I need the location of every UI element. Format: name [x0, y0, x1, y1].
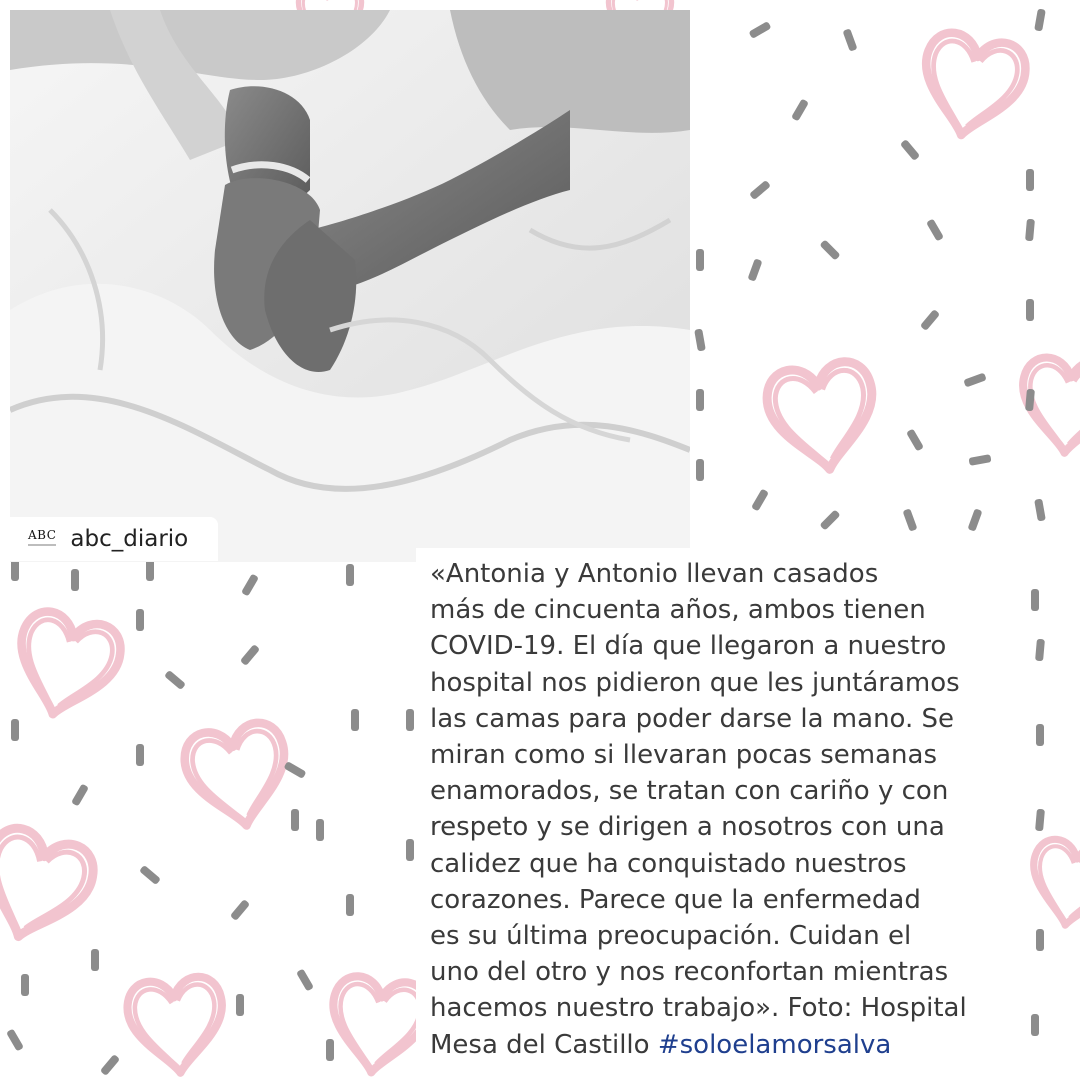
hashtag-link[interactable]: #soloelamorsalva [657, 1029, 892, 1060]
dash-icon [146, 559, 154, 581]
dash-icon [236, 994, 244, 1016]
caption-box [416, 548, 1030, 1080]
dash-icon [406, 709, 414, 731]
dash-icon [21, 974, 29, 996]
dash-icon [749, 180, 771, 200]
dash-icon [791, 98, 809, 121]
caption-line: miran como si llevaran pocas semanas [430, 740, 937, 771]
dash-icon [230, 899, 250, 921]
dash-icon [291, 809, 299, 831]
dash-icon [11, 559, 19, 581]
dash-icon [819, 509, 840, 530]
dash-icon [1031, 1014, 1039, 1036]
dash-icon [906, 428, 924, 451]
dash-icon [1036, 929, 1044, 951]
caption-line: las camas para poder darse la mano. Se [430, 703, 955, 734]
dash-icon [696, 249, 704, 271]
dash-icon [748, 21, 771, 39]
caption-line: hospital nos pidieron que les juntáramos [430, 667, 960, 698]
dash-icon [326, 1039, 334, 1061]
dash-icon [136, 744, 144, 766]
dash-icon [747, 258, 762, 281]
dash-icon [1034, 8, 1046, 31]
dash-icon [902, 508, 917, 531]
dash-icon [11, 719, 19, 741]
dash-icon [968, 454, 991, 466]
dash-icon [241, 573, 259, 596]
dash-icon [1035, 809, 1045, 832]
dash-icon [1026, 169, 1034, 191]
dash-icon [1036, 724, 1044, 746]
caption-line: es su última preocupación. Cuidan el [430, 921, 912, 952]
heart-icon [0, 821, 101, 953]
dash-icon [346, 564, 354, 586]
caption-line: corazones. Parece que la enfermedad [430, 884, 921, 915]
caption-line: respeto y se dirigen a nosotros con una [430, 812, 945, 843]
photo-holding-hands [10, 10, 690, 562]
caption-line: calidez que ha conquistado nuestros [430, 848, 907, 879]
dash-icon [316, 819, 324, 841]
dash-icon [351, 709, 359, 731]
caption-line: enamorados, se tratan con cariño y con [430, 776, 949, 807]
dash-icon [1031, 589, 1039, 611]
caption-location: Mesa del Castillo [430, 1029, 658, 1060]
caption-line: «Antonia y Antonio llevan casados [430, 559, 879, 589]
dash-icon [6, 1028, 24, 1051]
dash-icon [1025, 219, 1035, 242]
dash-icon [100, 1054, 120, 1076]
caption-line: uno del otro y nos reconfortan mientras [430, 957, 949, 988]
dash-icon [91, 949, 99, 971]
caption-line-last [430, 1027, 1020, 1063]
dash-icon [900, 139, 920, 161]
dash-icon [696, 459, 704, 481]
heart-icon [763, 358, 882, 476]
dash-icon [283, 761, 306, 779]
dash-icon [1026, 299, 1034, 321]
dash-icon [967, 508, 982, 531]
dash-icon [1034, 498, 1046, 521]
heart-icon [180, 719, 296, 834]
dash-icon [963, 372, 986, 387]
dash-icon [694, 328, 706, 351]
dash-icon [139, 865, 161, 885]
caption-text [430, 556, 1020, 1063]
dash-icon [164, 670, 186, 690]
heart-icon [912, 27, 1030, 145]
dash-icon [71, 569, 79, 591]
abc-logo: ABC [28, 528, 57, 542]
dash-icon [696, 389, 704, 411]
dash-icon [406, 839, 414, 861]
caption-line: hacemos nuestro trabajo». Foto: Hospital [430, 993, 967, 1024]
heart-icon [5, 605, 127, 727]
dash-icon [842, 28, 857, 51]
dash-icon [920, 309, 940, 331]
caption-line: más de cincuenta años, ambos tienen [430, 595, 926, 626]
photo-credit-tag [10, 517, 218, 561]
dash-icon [71, 783, 89, 806]
dash-icon [296, 968, 314, 991]
heart-icon [125, 975, 227, 1077]
account-handle: abc_diario [70, 526, 189, 552]
dash-icon [346, 894, 354, 916]
dash-icon [136, 609, 144, 631]
dash-icon [1035, 639, 1045, 662]
dash-icon [926, 218, 944, 241]
caption-line: COVID-19. El día que llegaron a nuestro [430, 631, 947, 662]
dash-icon [240, 644, 260, 666]
heart-icon [1024, 835, 1080, 932]
dash-icon [751, 488, 769, 511]
dash-icon [819, 239, 840, 260]
